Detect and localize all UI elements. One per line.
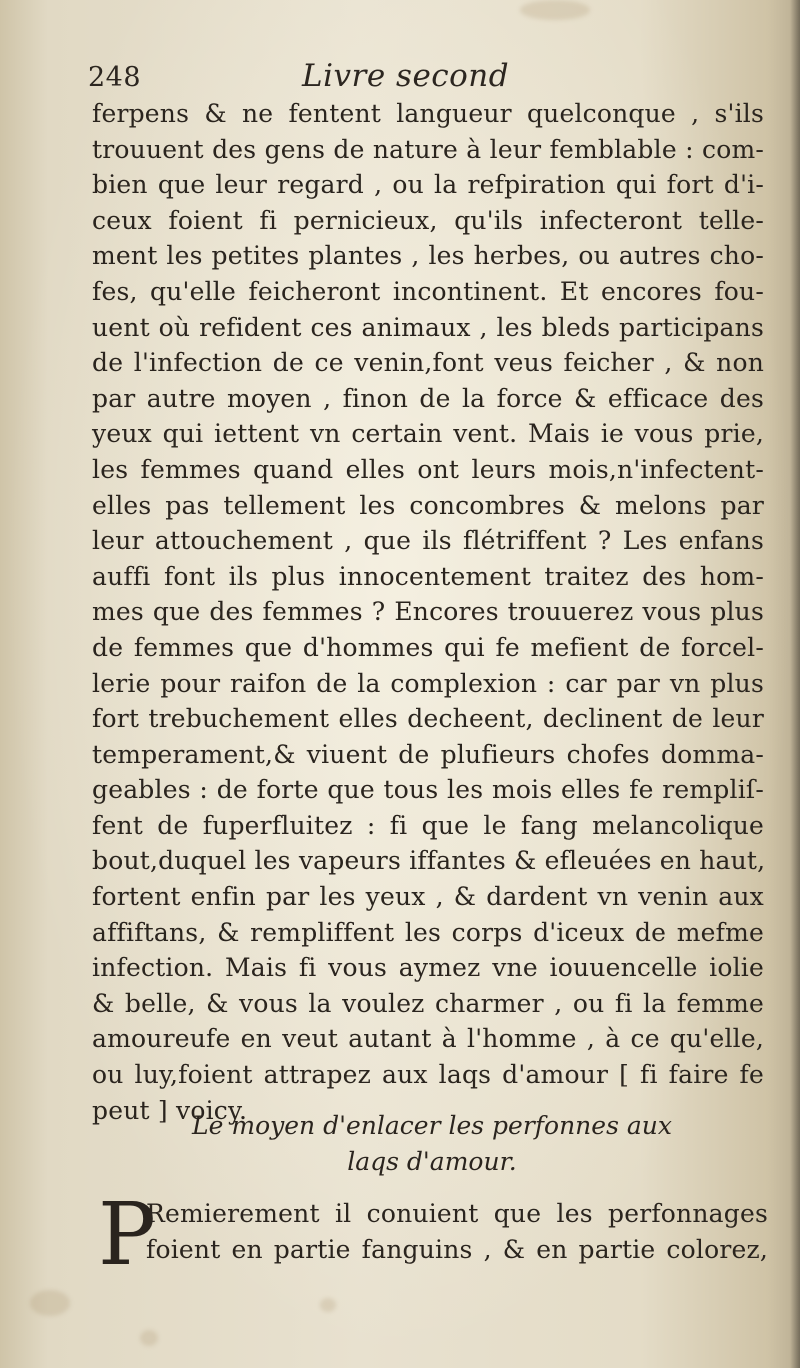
text-line: auffi font ils plus innocentement traitez des hom- [92, 561, 764, 591]
section-heading-line: Le moyen d'enlacer les perfonnes aux [192, 1111, 672, 1140]
text-line: ou luy,foient attrapez aux laqs d'amour [ fi faire fe [92, 1060, 764, 1090]
section-heading [96, 1108, 768, 1180]
text-line: ceux foient fi pernicieux, qu'ils infecteront telle- [92, 205, 764, 235]
foxing-stain [30, 1290, 70, 1316]
text-line: uent où refident ces animaux , les bleds participans [92, 312, 764, 342]
page-number: 248 [88, 62, 142, 93]
text-line: bout,duquel les vapeurs iffantes & efleuées en haut, [92, 846, 766, 876]
text-line: ment les petites plantes , les herbes, ou autres cho- [92, 241, 764, 271]
paragraph-lines [146, 1196, 768, 1267]
text-line: fes, qu'elle feicheront incontinent. Et encores fou- [92, 276, 764, 306]
text-line: bien que leur regard , ou la refpiration qui fort d'i- [92, 170, 764, 200]
running-title: Livre second [302, 58, 510, 94]
text-line: de femmes que d'hommes qui fe mefient de forcel- [92, 632, 764, 662]
page-edge-shadow [790, 0, 800, 1368]
text-line: les femmes quand elles ont leurs mois,n'infectent- [92, 454, 764, 484]
foxing-stain [520, 0, 590, 20]
foxing-stain [320, 1298, 336, 1312]
drop-cap: P [98, 1185, 156, 1285]
text-line: par autre moyen , finon de la force & efficace des [92, 383, 764, 413]
text-line: yeux qui iettent vn certain vent. Mais ie vous prie, [92, 419, 764, 449]
text-line: mes que des femmes ? Encores trouuerez vous plus [92, 597, 764, 627]
text-line: affiftans, & rempliffent les corps d'iceux de mefme [92, 917, 764, 947]
text-line: fent de fuperfluitez : fi que le fang melancolique [92, 810, 764, 840]
text-line: elles pas tellement les concombres & melons par [92, 490, 764, 520]
body-text [92, 96, 764, 1128]
text-line: Remierement il conuient que les perfonnages [146, 1199, 768, 1228]
text-line: peut ] voicy. [92, 1095, 248, 1125]
text-line: fortent enfin par les yeux , & dardent vn venin aux [92, 882, 764, 912]
text-line: leur attouchement , que ils flétriffent ? Les enfans [92, 526, 764, 556]
text-line: ferpens & ne fentent langueur quelconque , s'ils [92, 99, 764, 128]
section-heading-line: laqs d'amour. [347, 1147, 517, 1176]
text-line: infection. Mais fi vous aymez vne iouuencelle iolie [92, 953, 764, 983]
text-line: amoureufe en veut autant à l'homme , à ce qu'elle, [92, 1024, 764, 1054]
text-line: & belle, & vous la voulez charmer , ou fi la femme [92, 988, 764, 1018]
text-line: lerie pour raifon de la complexion : car par vn plus [92, 668, 764, 698]
text-line: geables : de forte que tous les mois elles fe rempliſ- [92, 775, 764, 805]
text-line: de l'infection de ce venin,font veus feicher , & non [92, 348, 764, 378]
text-line: trouuent des gens de nature à leur femblable : com- [92, 134, 764, 164]
text-line: temperament,& viuent de plufieurs chofes domma- [92, 739, 764, 769]
text-line: foient en partie fanguins , & en partie colorez, [146, 1234, 768, 1264]
text-line: fort trebuchement elles decheent, declinent de leur [92, 704, 764, 734]
foxing-stain [140, 1330, 158, 1346]
